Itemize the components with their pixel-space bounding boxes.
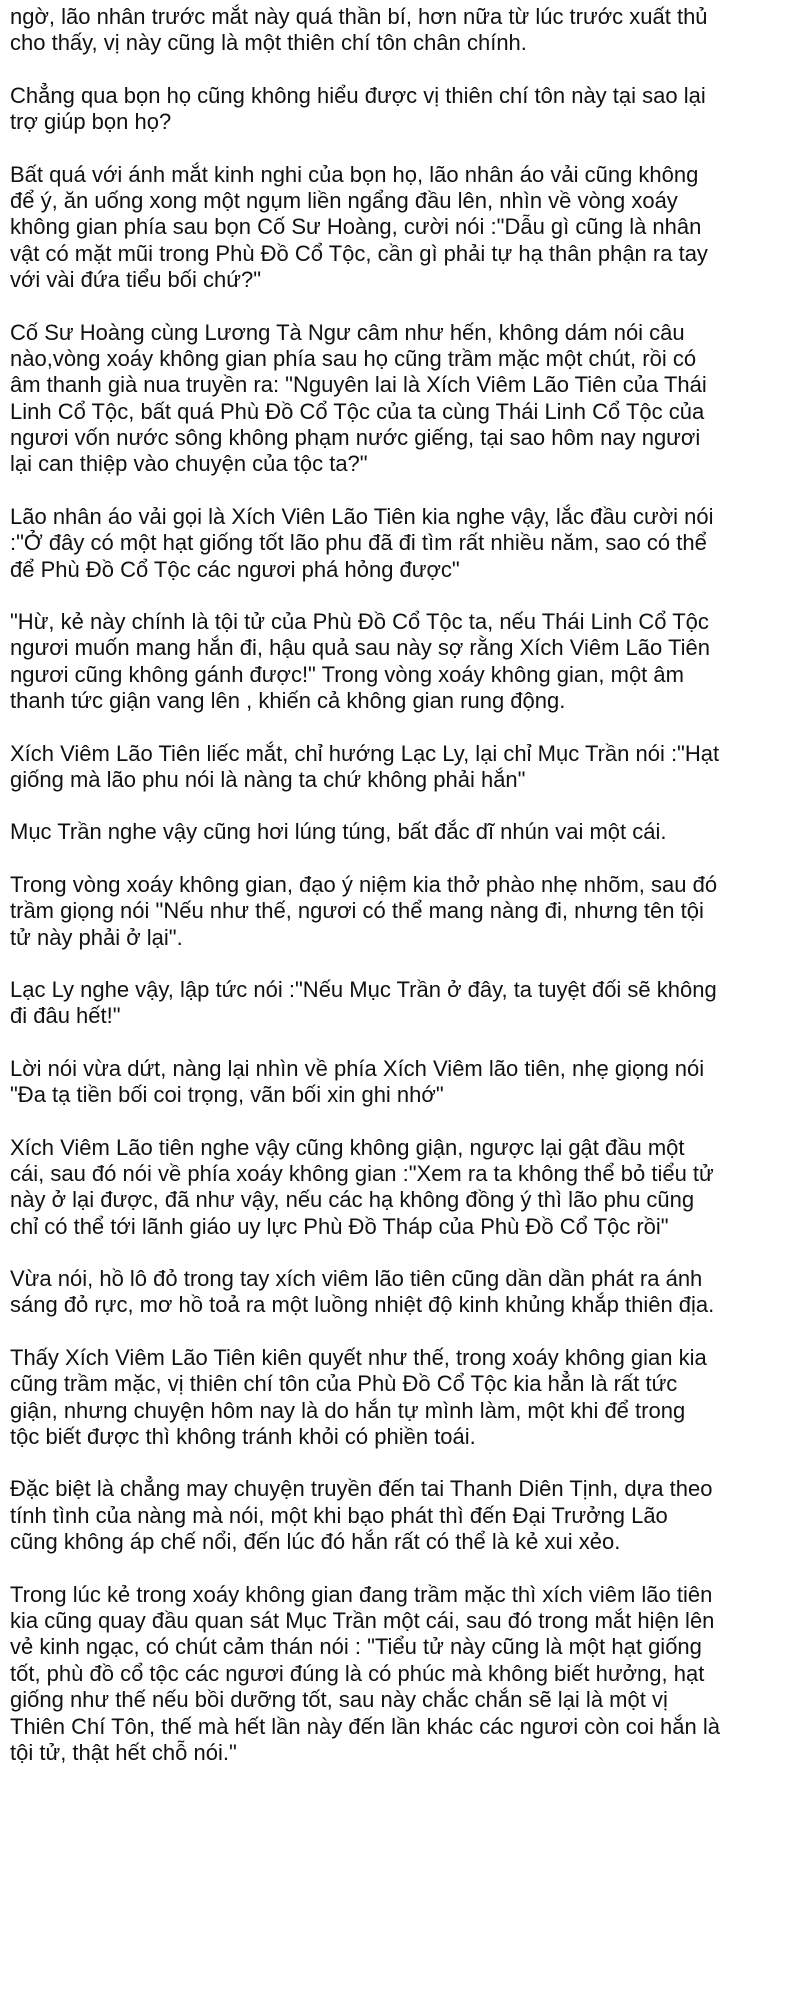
paragraph: Trong vòng xoáy không gian, đạo ý niệm kia thở phào nhẹ nhõm, sau đó trầm giọng nói "Nếu như thế, ngươi có thể mang nàng đi, nhưng tên tội tử này phải ở lại". <box>10 871 718 950</box>
story-text <box>10 4 780 1766</box>
paragraph: Chẳng qua bọn họ cũng không hiểu được vị thiên chí tôn này tại sao lại trợ giúp bọn họ? <box>10 82 706 135</box>
paragraph: Xích Viêm Lão tiên nghe vậy cũng không giận, ngược lại gật đầu một cái, sau đó nói về phía xoáy không gian :"Xem ra ta không thể bỏ tiểu tử này ở lại được, đã như vậy, nếu các hạ không đồng ý thì lão phu cũng chỉ có thể tới lãnh giáo uy lực Phù Đồ Tháp của Phù Đồ Cổ Tộc rồi" <box>10 1134 714 1239</box>
paragraph: Lời nói vừa dứt, nàng lại nhìn về phía Xích Viêm lão tiên, nhẹ giọng nói "Đa tạ tiền bối coi trọng, vãn bối xin ghi nhớ" <box>10 1055 705 1108</box>
paragraph: Cố Sư Hoàng cùng Lương Tà Ngư câm như hến, không dám nói câu nào,vòng xoáy không gian phía sau họ cũng trầm mặc một chút, rồi có âm thanh già nua truyền ra: "Nguyên lai là Xích Viêm Lão Tiên của Thái Linh Cổ Tộc, bất quá Phù Đồ Cổ Tộc của ta cùng Thái Linh Cổ Tộc của ngươi vốn nước sông không phạm nước giếng, tại sao hôm nay ngươi lại can thiệp vào chuyện của tộc ta?" <box>10 319 707 477</box>
paragraph: Trong lúc kẻ trong xoáy không gian đang trầm mặc thì xích viêm lão tiên kia cũng quay đầu quan sát Mục Trần một cái, sau đó trong mắt hiện lên vẻ kinh ngạc, có chút cảm thán nói : "Tiểu tử này cũng là một hạt giống tốt, phù đồ cổ tộc các ngươi đúng là có phúc mà không biết hưởng, hạt giống như thế nếu bồi dưỡng tốt, sau này chắc chắn sẽ lại là một vị Thiên Chí Tôn, thế mà hết lần này đến lần khác các ngươi còn coi hắn là tội tử, thật hết chỗ nói." <box>10 1581 720 1765</box>
paragraph: Xích Viêm Lão Tiên liếc mắt, chỉ hướng Lạc Ly, lại chỉ Mục Trần nói :"Hạt giống mà lão phu nói là nàng ta chứ không phải hắn" <box>10 740 720 792</box>
paragraph: Vừa nói, hồ lô đỏ trong tay xích viêm lão tiên cũng dần dần phát ra ánh sáng đỏ rực, mơ hồ toả ra một luồng nhiệt độ kinh khủng khắp thiên địa. <box>10 1266 715 1318</box>
paragraph: Lạc Ly nghe vậy, lập tức nói :"Nếu Mục Trần ở đây, ta tuyệt đối sẽ không đi đâu hết!" <box>10 976 717 1029</box>
paragraph: Thấy Xích Viêm Lão Tiên kiên quyết như thế, trong xoáy không gian kia cũng trầm mặc, vị thiên chí tôn của Phù Đồ Cổ Tộc kia hẳn là rất tức giận, nhưng chuyện hôm nay là do hắn tự mình làm, một khi để trong tộc biết được thì không tránh khỏi có phiền toái. <box>10 1344 707 1450</box>
paragraph: Lão nhân áo vải gọi là Xích Viên Lão Tiên kia nghe vậy, lắc đầu cười nói :"Ở đây có một hạt giống tốt lão phu đã đi tìm rất nhiều năm, sao có thể để Phù Đồ Cổ Tộc các ngươi phá hỏng được" <box>10 503 714 582</box>
paragraph: Mục Trần nghe vậy cũng hơi lúng túng, bất đắc dĩ nhún vai một cái. <box>10 819 667 845</box>
paragraph: Đặc biệt là chẳng may chuyện truyền đến tai Thanh Diên Tịnh, dựa theo tính tình của nàng mà nói, một khi bạo phát thì đến Đại Trưởng Lão cũng không áp chế nổi, đến lúc đó hắn rất có thể là kẻ xui xẻo. <box>10 1476 713 1555</box>
paragraph: Bất quá với ánh mắt kinh nghi của bọn họ, lão nhân áo vải cũng không để ý, ăn uống xong một ngụm liền ngẩng đầu lên, nhìn về vòng xoáy không gian phía sau bọn Cố Sư Hoàng, cười nói :"Dẫu gì cũng là nhân vật có mặt mũi trong Phù Đồ Cổ Tộc, cần gì phải tự hạ thân phận ra tay với vài đứa tiểu bối chứ?" <box>10 161 708 293</box>
paragraph: ngờ, lão nhân trước mắt này quá thần bí, hơn nữa từ lúc trước xuất thủ cho thấy, vị này cũng là một thiên chí tôn chân chính. <box>10 4 708 56</box>
paragraph: "Hừ, kẻ này chính là tội tử của Phù Đồ Cổ Tộc ta, nếu Thái Linh Cổ Tộc ngươi muốn mang hắn đi, hậu quả sau này sợ rằng Xích Viêm Lão Tiên ngươi cũng không gánh được!" Trong vòng xoáy không gian, một âm thanh tức giận vang lên , khiến cả không gian rung động. <box>10 609 710 714</box>
